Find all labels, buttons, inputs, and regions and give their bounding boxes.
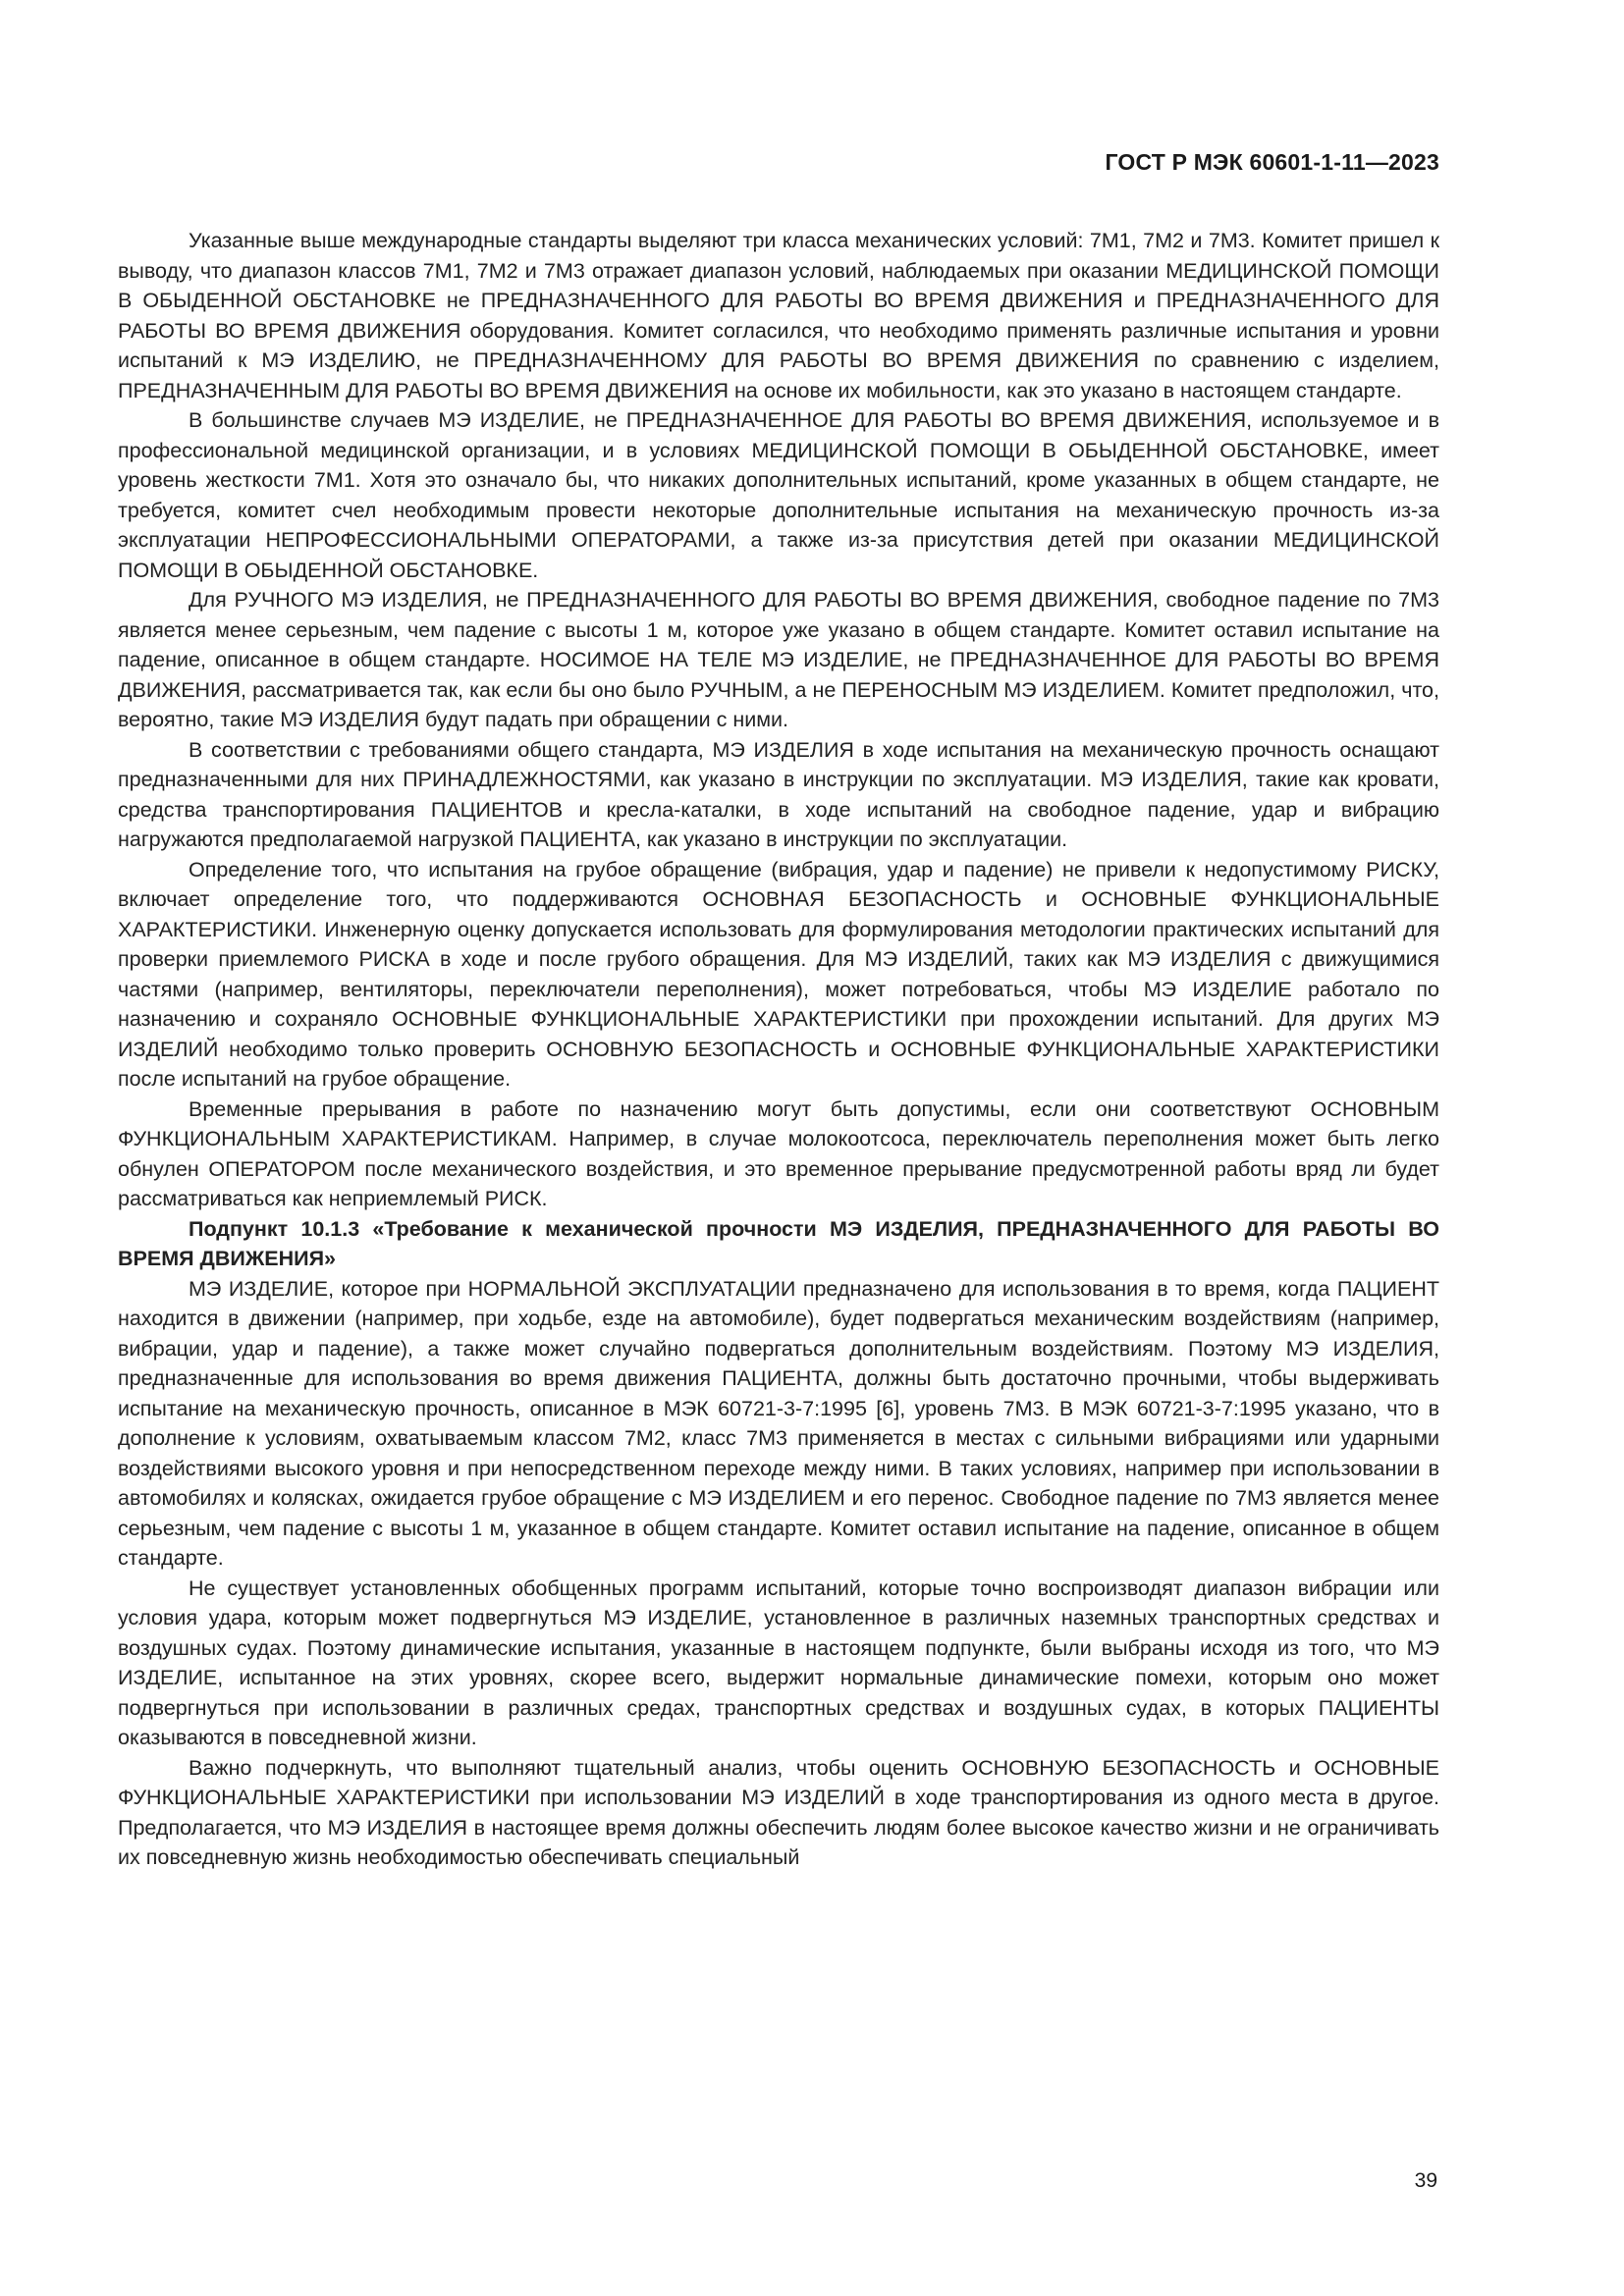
paragraph: Временные прерывания в работе по назначению могут быть допустимы, если они соответствуют ОСНОВНЫМ ФУНКЦИОНАЛЬНЫМ ХАРАКТЕРИСТИКАМ. Например, в случае молокоотсоса, переключатель переполнения может быть легко обнулен ОПЕРАТОРОМ после механического воздействия, и это временное прерывание предусмотренной работы вряд ли будет рассматриваться как неприемлемый РИСК. <box>118 1096 1439 1210</box>
paragraph: В соответствии с требованиями общего стандарта, МЭ ИЗДЕЛИЯ в ходе испытания на механическую прочность оснащают предназначенными для них ПРИНАДЛЕЖНОСТЯМИ, как указано в инструкции по эксплуатации. МЭ ИЗДЕЛИЯ, такие как кровати, средства транспортирования ПАЦИЕНТОВ и кресла-каталки, в ходе испытаний на свободное падение, удар и вибрацию нагружаются предполагаемой нагрузкой ПАЦИЕНТА, как указано в инструкции по эксплуатации. <box>118 737 1439 851</box>
paragraph: Важно подчеркнуть, что выполняют тщательный анализ, чтобы оценить ОСНОВНУЮ БЕЗОПАСНОСТЬ и ОСНОВНЫЕ ФУНКЦИОНАЛЬНЫЕ ХАРАКТЕРИСТИКИ при использовании МЭ ИЗДЕЛИЙ в ходе транспортирования из одного места в другое. Предполагается, что МЭ ИЗДЕЛИЯ в настоящее время должны обеспечить людям более высокое качество жизни и не ограничивать их повседневную жизнь необходимостью обеспечивать специальный <box>118 1755 1439 1869</box>
page-number: 39 <box>1414 2169 1437 2192</box>
document-header: ГОСТ Р МЭК 60601-1-11—2023 <box>1105 149 1439 175</box>
paragraph: В большинстве случаев МЭ ИЗДЕЛИЕ, не ПРЕДНАЗНАЧЕННОЕ ДЛЯ РАБОТЫ ВО ВРЕМЯ ДВИЖЕНИЯ, используемое и в профессиональной медицинской организации, и в условиях МЕДИЦИНСКОЙ ПОМОЩИ В ОБЫДЕННОЙ ОБСТАНОВКЕ, имеет уровень жесткости 7M1. Хотя это означало бы, что никаких дополнительных испытаний, кроме указанных в общем стандарте, не требуется, комитет счел необходимым провести некоторые дополнительные испытания на механическую прочность из-за эксплуатации НЕПРОФЕССИОНАЛЬНЫМИ ОПЕРАТОРАМИ, а также из-за присутствия детей при оказании МЕДИЦИНСКОЙ ПОМОЩИ В ОБЫДЕННОЙ ОБСТАНОВКЕ. <box>118 408 1439 582</box>
paragraph: Определение того, что испытания на грубое обращение (вибрация, удар и падение) не привели к недопустимому РИСКУ, включает определение того, что поддерживаются ОСНОВНАЯ БЕЗОПАСНОСТЬ и ОСНОВНЫЕ ФУНКЦИОНАЛЬНЫЕ ХАРАКТЕРИСТИКИ. Инженерную оценку допускается использовать для формулирования методологии практических испытаний для проверки приемлемого РИСКА в ходе и после грубого обращения. Для МЭ ИЗДЕЛИЙ, таких как МЭ ИЗДЕЛИЯ с движущимися частями (например, вентиляторы, переключатели переполнения), может потребоваться, чтобы МЭ ИЗДЕЛИЕ работало по назначению и сохраняло ОСНОВНЫЕ ФУНКЦИОНАЛЬНЫЕ ХАРАКТЕРИСТИКИ при прохождении испытаний. Для других МЭ ИЗДЕЛИЙ необходимо только проверить ОСНОВНУЮ БЕЗОПАСНОСТЬ и ОСНОВНЫЕ ФУНКЦИОНАЛЬНЫЕ ХАРАКТЕРИСТИКИ после испытаний на грубое обращение. <box>118 857 1439 1091</box>
paragraph: МЭ ИЗДЕЛИЕ, которое при НОРМАЛЬНОЙ ЭКСПЛУАТАЦИИ предназначено для использования в то время, когда ПАЦИЕНТ находится в движении (например, при ходьбе, езде на автомобиле), будет подвергаться механическим воздействиям (например, вибрации, удар и падение), а также может случайно подвергаться дополнительным воздействиям. Поэтому МЭ ИЗДЕЛИЯ, предназначенные для использования во время движения ПАЦИЕНТА, должны быть достаточно прочными, чтобы выдерживать испытание на механическую прочность, описанное в МЭК 60721-3-7:1995 [6], уровень 7M3. В МЭК 60721-3-7:1995 указано, что в дополнение к условиям, охватываемым классом 7M2, класс 7M3 применяется в местах с сильными вибрациями или ударными воздействиями высокого уровня и при непосредственном переходе между ними. В таких условиях, например при использовании в автомобилях и колясках, ожидается грубое обращение с МЭ ИЗДЕЛИЕМ и его перенос. Свободное падение по 7M3 является менее серьезным, чем падение с высоты 1 м, указанное в общем стандарте. Комитет оставил испытание на падение, описанное в общем стандарте. <box>118 1276 1439 1570</box>
paragraph: Для РУЧНОГО МЭ ИЗДЕЛИЯ, не ПРЕДНАЗНАЧЕННОГО ДЛЯ РАБОТЫ ВО ВРЕМЯ ДВИЖЕНИЯ, свободное падение по 7M3 является менее серьезным, чем падение с высоты 1 м, которое уже указано в общем стандарте. Комитет оставил испытание на падение, описанное в общем стандарте. НОСИМОЕ НА ТЕЛЕ МЭ ИЗДЕЛИЕ, не ПРЕДНАЗНАЧЕННОЕ ДЛЯ РАБОТЫ ВО ВРЕМЯ ДВИЖЕНИЯ, рассматривается так, как если бы оно было РУЧНЫМ, а не ПЕРЕНОСНЫМ МЭ ИЗДЕЛИЕМ. Комитет предположил, что, вероятно, такие МЭ ИЗДЕЛИЯ будут падать при обращении с ними. <box>118 588 1439 731</box>
document-body <box>118 226 1439 1873</box>
subsection-heading: Подпункт 10.1.3 «Требование к механической прочности МЭ ИЗДЕЛИЯ, ПРЕДНАЗНАЧЕННОГО ДЛЯ РАБОТЫ ВО ВРЕМЯ ДВИЖЕНИЯ» <box>118 1216 1439 1270</box>
paragraph: Не существует установленных обобщенных программ испытаний, которые точно воспроизводят диапазон вибрации или условия удара, которым может подвергнуться МЭ ИЗДЕЛИЕ, установленное в различных наземных транспортных средствах и воздушных судах. Поэтому динамические испытания, указанные в настоящем подпункте, были выбраны исходя из того, что МЭ ИЗДЕЛИЕ, испытанное на этих уровнях, скорее всего, выдержит нормальные динамические помехи, которым оно может подвергнуться при использовании в различных средах, транспортных средствах и воздушных судах, в которых ПАЦИЕНТЫ оказываются в повседневной жизни. <box>118 1575 1439 1749</box>
paragraph: Указанные выше международные стандарты выделяют три класса механических условий: 7M1, 7M2 и 7M3. Комитет пришел к выводу, что диапазон классов 7M1, 7M2 и 7M3 отражает диапазон условий, наблюдаемых при оказании МЕДИЦИНСКОЙ ПОМОЩИ В ОБЫДЕННОЙ ОБСТАНОВКЕ не ПРЕДНАЗНАЧЕННОГО ДЛЯ РАБОТЫ ВО ВРЕМЯ ДВИЖЕНИЯ и ПРЕДНАЗНАЧЕННОГО ДЛЯ РАБОТЫ ВО ВРЕМЯ ДВИЖЕНИЯ оборудования. Комитет согласился, что необходимо применять различные испытания и уровни испытаний к МЭ ИЗДЕЛИЮ, не ПРЕДНАЗНАЧЕННОМУ ДЛЯ РАБОТЫ ВО ВРЕМЯ ДВИЖЕНИЯ по сравнению с изделием, ПРЕДНАЗНАЧЕННЫМ ДЛЯ РАБОТЫ ВО ВРЕМЯ ДВИЖЕНИЯ на основе их мобильности, как это указано в настоящем стандарте. <box>118 229 1439 402</box>
